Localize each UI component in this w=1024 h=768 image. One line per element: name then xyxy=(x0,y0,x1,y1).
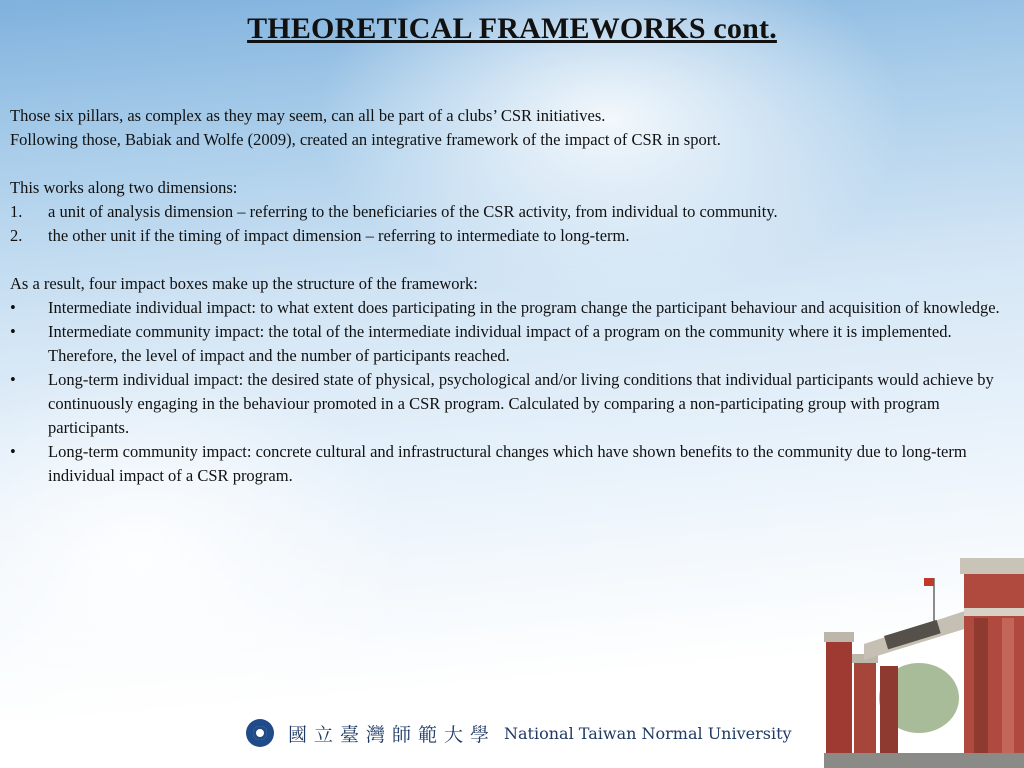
bullet-item xyxy=(10,368,1000,440)
university-footer xyxy=(246,716,792,750)
list-number: 2. xyxy=(10,226,23,245)
university-seal-icon xyxy=(246,719,274,747)
numbered-item xyxy=(10,224,1000,248)
bullet-marker: • xyxy=(10,322,16,341)
numbered-item xyxy=(10,200,1000,224)
list-item-text: a unit of analysis dimension – referring to the beneficiaries of the CSR activity, from individual to community. xyxy=(48,202,778,221)
dimensions-intro: This works along two dimensions: xyxy=(10,178,238,197)
list-item-text: the other unit if the timing of impact dimension – referring to intermediate to long-term. xyxy=(48,226,630,245)
bullet-item xyxy=(10,296,1000,320)
bullet-text: Long-term community impact: concrete cultural and infrastructural changes which have shown benefits to the community due to long-term individual impact of a CSR program. xyxy=(48,442,967,485)
bullet-marker: • xyxy=(10,442,16,461)
slide-body xyxy=(10,104,1000,488)
bullet-text: Intermediate community impact: the total of the intermediate individual impact of a program on the community where it is implemented. Therefore, the level of impact and the number of participants reached. xyxy=(48,322,952,365)
bullet-text: Long-term individual impact: the desired state of physical, psychological and/or living conditions that individual participants would achieve by continuously engaging in the behaviour promoted in a CSR program. Calculated by comparing a non-participating group with program participants. xyxy=(48,370,994,437)
bullet-marker: • xyxy=(10,370,16,389)
university-name-en: National Taiwan Normal University xyxy=(504,723,792,743)
bullet-text: Intermediate individual impact: to what extent does participating in the program change the participant behaviour and acquisition of knowledge. xyxy=(48,298,1000,317)
campus-gate-photo xyxy=(824,548,1024,768)
university-name-zh: 國立臺灣師範大學 xyxy=(288,723,497,746)
bullet-item xyxy=(10,320,1000,368)
impact-boxes-intro: As a result, four impact boxes make up the structure of the framework: xyxy=(10,274,478,293)
paragraph-line: Following those, Babiak and Wolfe (2009), created an integrative framework of the impact of CSR in sport. xyxy=(10,130,721,149)
slide-title: THEORETICAL FRAMEWORKS cont. xyxy=(247,12,777,45)
list-number: 1. xyxy=(10,202,23,221)
bullet-item xyxy=(10,440,1000,488)
bullet-marker: • xyxy=(10,298,16,317)
paragraph-line: Those six pillars, as complex as they may seem, can all be part of a clubs’ CSR initiatives. xyxy=(10,106,606,125)
